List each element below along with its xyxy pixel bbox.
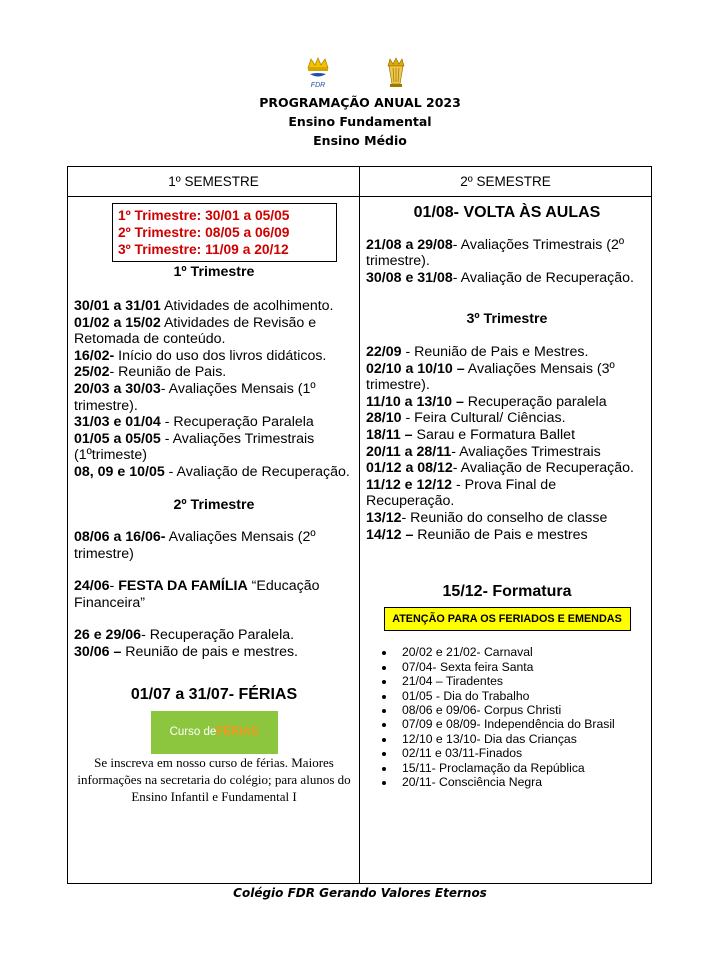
ferias-heading: 01/07 a 31/07- FÉRIAS bbox=[130, 685, 298, 703]
feriados-alert: ATENÇÃO PARA OS FERIADOS E EMENDAS bbox=[384, 607, 631, 632]
list-item: 14/12 – Reunião de Pais e mestres bbox=[366, 526, 588, 543]
list-item: 01/02 a 15/02 Atividades de Revisão e Retomada de conteúdo. bbox=[74, 314, 317, 348]
list-item: 20/03 a 30/03- Avaliações Mensais (1º trimestre). bbox=[74, 380, 316, 414]
header-ensino-fundamental: Ensino Fundamental bbox=[288, 114, 432, 129]
t1-title: 1º Trimestre bbox=[173, 264, 255, 281]
list-item: • 07/09 e 08/09- Independência do Brasil bbox=[396, 717, 648, 731]
formatura-heading: 15/12- Formatura bbox=[442, 583, 572, 601]
t2-title: 2º Trimestre bbox=[173, 496, 255, 513]
list-item: 13/12- Reunião do conselho de classe bbox=[366, 509, 608, 526]
list-item: • 15/11- Proclamação da República bbox=[396, 761, 648, 775]
list-item: 01/05 a 05/05 - Avaliações Trimestrais (1ºtrimeste) bbox=[74, 430, 315, 464]
volta-aulas-heading: 01/08- VOLTA ÀS AULAS bbox=[413, 204, 601, 221]
list-item: 16/02- Início do uso dos livros didáticos. bbox=[74, 347, 327, 364]
list-item: 30/01 a 31/01 Atividades de acolhimento. bbox=[74, 297, 334, 314]
list-item: 18/11 – Sarau e Formatura Ballet bbox=[366, 426, 576, 443]
trimester-2-range: 2º Trimestre: 08/05 a 06/09 bbox=[118, 224, 290, 240]
list-item: 30/08 e 31/08- Avaliação de Recuperação. bbox=[366, 269, 634, 286]
curso-ferias-info: Se inscreva em nosso curso de férias. Maiores informações na secretaria do colégio; para alunos do Ensino Infantil e Fundamental I bbox=[77, 755, 351, 805]
list-item: 02/10 a 10/10 – Avaliações Mensais (3º trimestre). bbox=[366, 360, 615, 394]
list-item: • 20/02 e 21/02- Carnaval bbox=[396, 645, 648, 659]
t3-list bbox=[366, 344, 648, 543]
header-ensino-medio: Ensino Médio bbox=[313, 133, 407, 148]
list-item: 25/02- Reunião de Pais. bbox=[74, 364, 227, 381]
page-footer: Colégio FDR Gerando Valores Eternos bbox=[233, 886, 487, 900]
colegio-logo-icon bbox=[381, 56, 411, 90]
feriados-list bbox=[366, 645, 648, 789]
list-item: 01/12 a 08/12- Avaliação de Recuperação. bbox=[366, 460, 634, 477]
logos bbox=[0, 56, 720, 92]
fdr-logo-icon bbox=[303, 56, 333, 90]
t1-list bbox=[74, 298, 354, 481]
t3-title: 3º Trimestre bbox=[466, 311, 548, 328]
page-header bbox=[0, 93, 720, 150]
svg-text:FDR: FDR bbox=[310, 82, 326, 89]
list-item: 11/12 e 12/12 - Prova Final de Recuperação. bbox=[366, 476, 557, 510]
sem1-column bbox=[74, 203, 354, 805]
sem2-column bbox=[366, 203, 648, 789]
list-item: 08/06 a 16/06- Avaliações Mensais (2º trimestre) bbox=[74, 529, 316, 562]
curso-ferias-banner bbox=[151, 711, 278, 754]
list-item: 31/03 e 01/04 - Recuperação Paralela bbox=[74, 414, 314, 431]
list-item: • 02/11 e 03/11-Finados bbox=[396, 746, 648, 760]
list-item: 21/08 a 29/08- Avaliações Trimestrais (2º trimestre). bbox=[366, 236, 625, 270]
sem2-list-a bbox=[366, 237, 648, 287]
list-item: 22/09 - Reunião de Pais e Mestres. bbox=[366, 343, 589, 360]
list-item: 28/10 - Feira Cultural/ Ciências. bbox=[366, 410, 566, 427]
page-title: PROGRAMAÇÃO ANUAL 2023 bbox=[259, 95, 461, 110]
banner-text: Curso de bbox=[169, 726, 217, 739]
list-item: 26 e 29/06- Recuperação Paralela. bbox=[74, 627, 295, 644]
column-divider bbox=[359, 167, 360, 883]
sem1-header: 1º SEMESTRE bbox=[168, 174, 259, 189]
sem2-header: 2º SEMESTRE bbox=[460, 174, 551, 189]
trimester-1-range: 1º Trimestre: 30/01 a 05/05 bbox=[118, 208, 290, 223]
list-item: • 08/06 e 09/06- Corpus Christi bbox=[396, 703, 648, 717]
trimester-3-range: 3º Trimestre: 11/09 a 20/12 bbox=[118, 241, 289, 257]
header-divider bbox=[68, 196, 651, 197]
list-item: 11/10 a 13/10 – Recuperação paralela bbox=[366, 393, 607, 410]
list-item: 08, 09 e 10/05 - Avaliação de Recuperação. bbox=[74, 463, 350, 480]
trimester-box bbox=[112, 203, 337, 262]
list-item: 30/06 – Reunião de pais e mestres. bbox=[74, 644, 298, 661]
schedule-table bbox=[67, 166, 652, 884]
list-item: • 21/04 – Tiradentes bbox=[396, 674, 648, 688]
list-item: • 01/05 - Dia do Trabalho bbox=[396, 689, 648, 703]
list-item: • 12/10 e 13/10- Dia das Crianças bbox=[396, 732, 648, 746]
banner-ferias-text: FÉRIAS bbox=[216, 726, 259, 739]
list-item: • 20/11- Consciência Negra bbox=[396, 775, 648, 789]
list-item: 20/11 a 28/11- Avaliações Trimestrais bbox=[366, 443, 601, 460]
list-item: • 07/04- Sexta feira Santa bbox=[396, 660, 648, 674]
list-item: 24/06- FESTA DA FAMÍLIA “Educação Financeira” bbox=[74, 578, 320, 611]
